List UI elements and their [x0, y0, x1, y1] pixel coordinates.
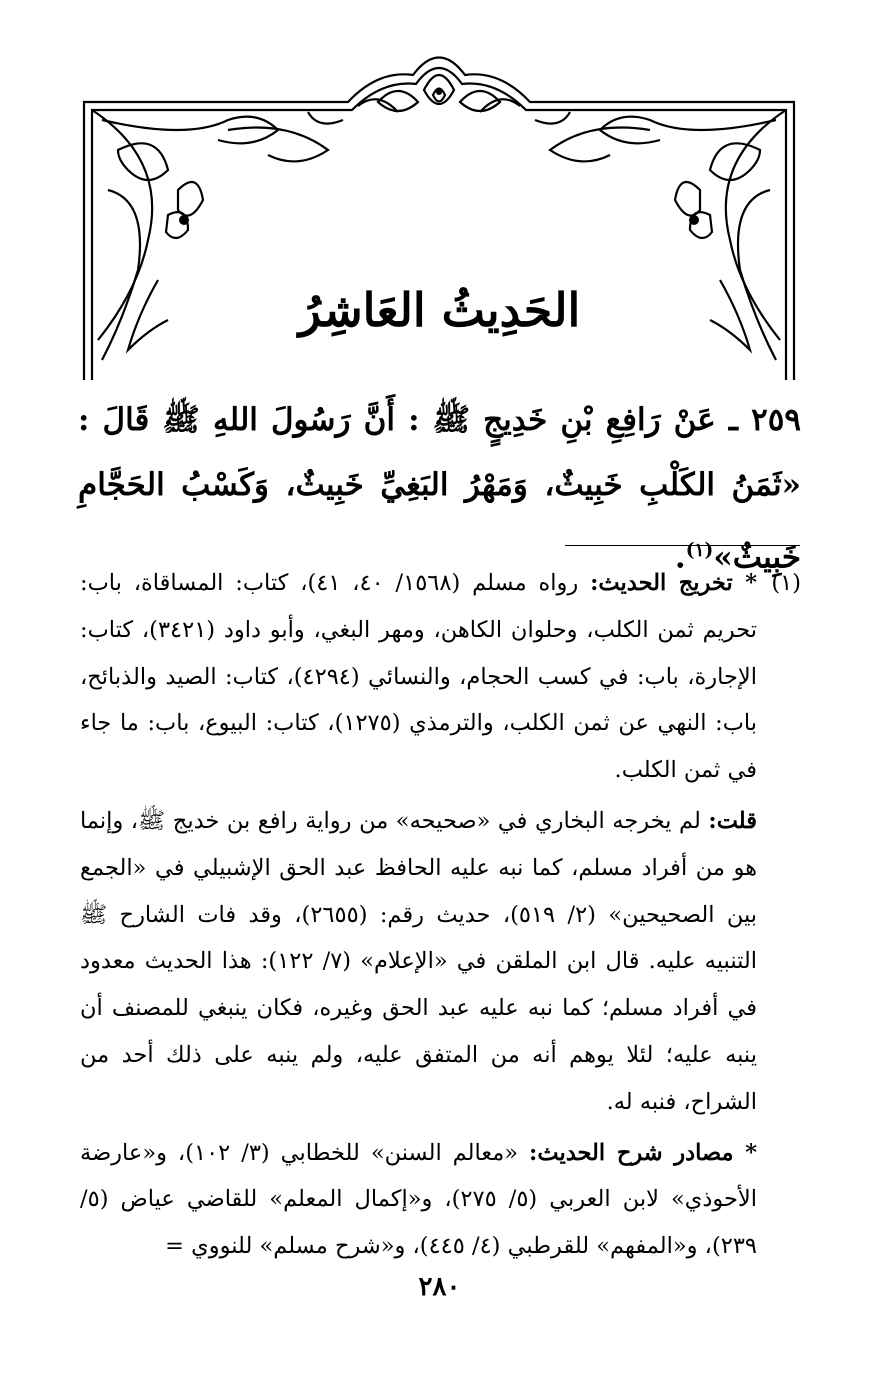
hadith-lead: عَنْ رَافِعِ بْنِ خَدِيجٍ ﷺ : أَنَّ رَسُولَ اللهِ ﷺ قَالَ :	[78, 402, 716, 438]
hadith-number: ٢٥٩	[751, 402, 802, 438]
masadir-label: * مصادر شرح الحديث:	[529, 1139, 758, 1166]
takhrij-label: * تخريج الحديث:	[590, 570, 758, 596]
footnote-number: (١)	[771, 570, 801, 596]
hadith-dash: ـ	[715, 402, 738, 438]
qultu-text: لم يخرجه البخاري في «صحيحه» من رواية رافع بن خديج ﷺ، وإنما هو من أفراد مسلم، كما نبه عليه الحافظ عبد الحق الإشبيلي في «الجمع بين الصحيحين» (٢/ ٥١٩)، حديث رقم: (٢٦٥٥)، وقد فات الشارح ﷺ التنبيه عليه. قال ابن الملقن في «الإعلام» (٧/ ١٢٢): هذا الحديث معدود في أفراد مسلم؛ كما نبه عليه عبد الحق وغيره، فكان ينبغي للمصنف أن ينبه عليه؛ لئلا يوهم أنه من المتفق عليه، ولم ينبه على ذلك أحد من الشراح، فنبه له.	[80, 807, 758, 1115]
footnotes-section	[80, 560, 801, 1270]
takhrij-paragraph	[80, 560, 757, 794]
page-number: ٢٨٠	[418, 1272, 461, 1302]
footnote-body	[80, 560, 757, 1270]
chapter-title: الحَدِيثُ العَاشِرُ	[298, 283, 581, 337]
masadir-paragraph	[80, 1130, 757, 1270]
footnote-separator	[565, 545, 800, 546]
masadir-text: «معالم السنن» للخطابي (٣/ ١٠٢)، و«عارضة الأحوذي» لابن العربي (٥/ ٢٧٥)، و«إكمال المعلم» للقاضي عياض (٥/ ٢٣٩)، و«المفهم» للقرطبي (٤/ ٤٤٥)، و«شرح مسلم» للنووي =	[80, 1139, 757, 1260]
footnote-item	[80, 560, 801, 1270]
qultu-paragraph	[80, 798, 757, 1126]
hadith-period: .	[674, 539, 686, 576]
takhrij-text: رواه مسلم (١٥٦٨/ ٤٠، ٤١)، كتاب: المساقاة، باب: تحريم ثمن الكلب، وحلوان الكاهن، ومهر البغي، وأبو داود (٣٤٢١)، كتاب: الإجارة، باب: في كسب الحجام، والنسائي (٤٢٩٤)، كتاب: الصيد والذبائح، باب: النهي عن ثمن الكلب، والترمذي (١٢٧٥)، كتاب: البيوع، باب: ما جاء في ثمن الكلب.	[80, 570, 758, 784]
footnote-reference[interactable]: (١)	[685, 540, 714, 561]
hadith-quote: «ثَمَنُ الكَلْبِ خَبِيثٌ، وَمَهْرُ البَغِيِّ خَبِيثٌ، وَكَسْبُ الحَجَّامِ خَبِيثٌ»	[78, 467, 801, 576]
qultu-label: قلت:	[708, 807, 757, 834]
